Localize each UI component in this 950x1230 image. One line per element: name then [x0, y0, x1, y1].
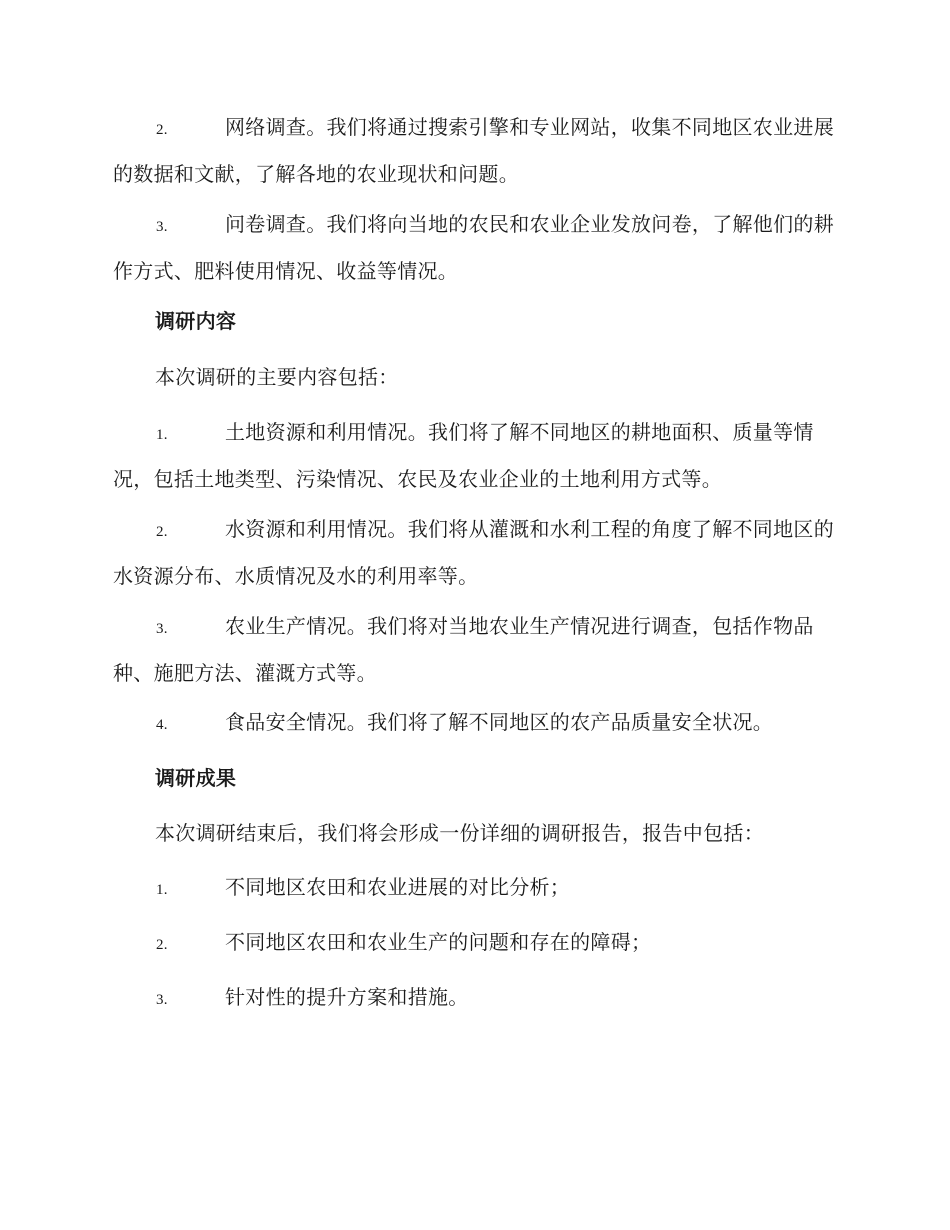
list-number: 3. [156, 621, 168, 637]
list-item [113, 410, 838, 501]
list-number: 4. [156, 717, 168, 733]
list-number: 2. [156, 937, 168, 953]
section-heading-content: 调研内容 [155, 309, 237, 333]
list-item [113, 604, 838, 695]
list-item-text: 不同地区农田和农业生产的问题和存在的障碍； [225, 930, 652, 954]
results-intro: 本次调研结束后，我们将会形成一份详细的调研报告，报告中包括： [155, 821, 764, 845]
list-item [113, 865, 838, 912]
list-number: 2. [156, 122, 168, 138]
list-number: 1. [156, 882, 168, 898]
list-item-text: 针对性的提升方案和措施。 [225, 985, 469, 1009]
list-number: 3. [156, 219, 168, 235]
list-item [113, 202, 838, 293]
section-heading-results: 调研成果 [155, 766, 237, 790]
list-item-text: 不同地区农田和农业进展的对比分析； [225, 875, 571, 899]
list-item [113, 920, 838, 967]
list-number: 1. [156, 427, 168, 443]
list-item [113, 975, 838, 1022]
content-intro: 本次调研的主要内容包括： [155, 365, 399, 389]
list-item-text: 水资源和利用情况。我们将从灌溉和水利工程的角度了解不同地区的水资源分布、水质情况及水的利用率等。 [113, 517, 834, 588]
list-number: 3. [156, 992, 168, 1008]
list-item-text: 农业生产情况。我们将对当地农业生产情况进行调查，包括作物品种、施肥方法、灌溉方式等。 [113, 614, 814, 685]
list-item-text: 食品安全情况。我们将了解不同地区的农产品质量安全状况。 [225, 710, 774, 734]
list-item-text: 网络调查。我们将通过搜索引擎和专业网站，收集不同地区农业进展的数据和文献，了解各地的农业现状和问题。 [113, 115, 834, 186]
list-item [113, 507, 838, 598]
list-item [113, 700, 838, 747]
list-item-text: 问卷调查。我们将向当地的农民和农业企业发放问卷，了解他们的耕作方式、肥料使用情况、收益等情况。 [113, 212, 834, 283]
list-item-text: 土地资源和利用情况。我们将了解不同地区的耕地面积、质量等情况，包括土地类型、污染情况、农民及农业企业的土地利用方式等。 [113, 420, 814, 491]
list-item [113, 105, 838, 196]
list-number: 2. [156, 524, 168, 540]
